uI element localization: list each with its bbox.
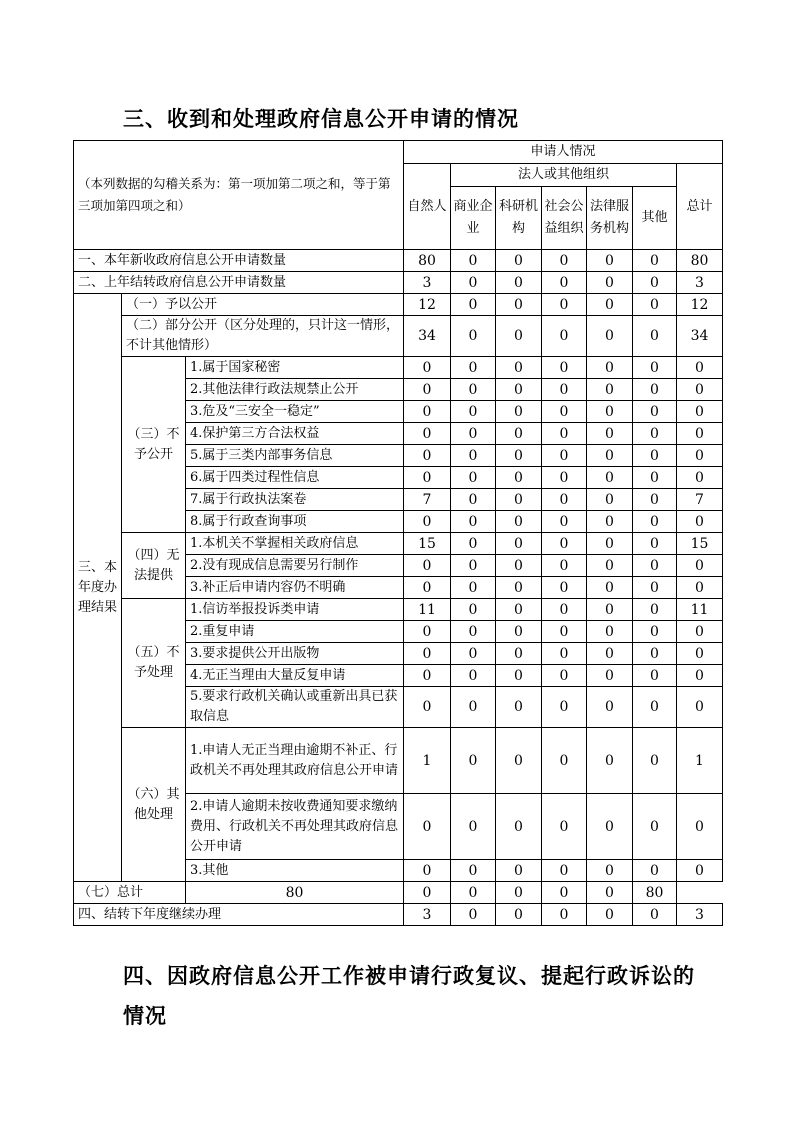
value-cell: 0 [451, 467, 496, 489]
value-cell: 0 [677, 511, 723, 533]
value-cell: 15 [404, 533, 451, 555]
value-cell: 0 [451, 379, 496, 401]
value-cell: 0 [404, 621, 451, 643]
row-label: 2.重复申请 [186, 621, 404, 643]
value-cell: 0 [633, 665, 677, 687]
table-row [74, 904, 723, 926]
row-label: 5.要求行政机关确认或重新出具已获取信息 [186, 687, 404, 728]
value-cell: 0 [451, 272, 496, 294]
row-label: 一、本年新收政府信息公开申请数量 [74, 250, 404, 272]
other-header: 其他 [633, 187, 677, 250]
value-cell: 0 [633, 357, 677, 379]
row-label: 4.保护第三方合法权益 [186, 423, 404, 445]
value-cell: 0 [404, 423, 451, 445]
value-cell: 0 [587, 316, 633, 357]
value-cell: 0 [633, 250, 677, 272]
value-cell: 1 [677, 728, 723, 794]
value-cell: 0 [542, 294, 587, 316]
value-cell: 0 [404, 794, 451, 860]
value-cell: 34 [677, 316, 723, 357]
value-cell: 0 [496, 860, 542, 882]
natural-person-header: 自然人 [404, 164, 451, 250]
table-row [74, 533, 723, 555]
value-cell: 0 [404, 467, 451, 489]
section-three-title: 三、收到和处理政府信息公开申请的情况 [123, 106, 519, 131]
total-header: 总计 [677, 164, 723, 250]
value-cell: 34 [404, 316, 451, 357]
value-cell: 0 [496, 555, 542, 577]
social-welfare-header: 社会公益组织 [542, 187, 587, 250]
value-cell: 0 [587, 357, 633, 379]
value-cell: 0 [587, 728, 633, 794]
value-cell: 0 [633, 489, 677, 511]
row-label: 5.属于三类内部事务信息 [186, 445, 404, 467]
value-cell: 0 [587, 401, 633, 423]
value-cell: 0 [496, 533, 542, 555]
value-cell: 0 [633, 621, 677, 643]
value-cell: 0 [451, 577, 496, 599]
value-cell: 0 [496, 467, 542, 489]
value-cell: 0 [587, 904, 633, 926]
value-cell: 0 [587, 643, 633, 665]
value-cell: 0 [496, 445, 542, 467]
row-label: 1.申请人无正当理由逾期不补正、行政机关不再处理其政府信息公开申请 [186, 728, 404, 794]
table-row [74, 250, 723, 272]
value-cell: 0 [542, 687, 587, 728]
value-cell: 0 [677, 423, 723, 445]
value-cell: 3 [677, 272, 723, 294]
value-cell: 0 [542, 728, 587, 794]
value-cell: 0 [542, 357, 587, 379]
value-cell: 0 [404, 511, 451, 533]
value-cell: 0 [633, 555, 677, 577]
value-cell: 0 [496, 489, 542, 511]
value-cell: 0 [587, 467, 633, 489]
table-note: （本列数据的勾稽关系为：第一项加第二项之和，等于第三项加第四项之和） [74, 141, 404, 250]
value-cell: 0 [496, 316, 542, 357]
value-cell: 0 [496, 599, 542, 621]
value-cell: 0 [496, 728, 542, 794]
value-cell: 0 [451, 401, 496, 423]
value-cell: 3 [404, 904, 451, 926]
row-label: 二、上年结转政府信息公开申请数量 [74, 272, 404, 294]
value-cell: 0 [677, 379, 723, 401]
value-cell: 0 [587, 621, 633, 643]
value-cell: 0 [404, 882, 451, 904]
value-cell: 0 [542, 379, 587, 401]
value-cell: 0 [587, 665, 633, 687]
value-cell: 0 [587, 489, 633, 511]
table-row [74, 882, 723, 904]
table-row [74, 272, 723, 294]
value-cell: 0 [542, 423, 587, 445]
value-cell: 0 [451, 860, 496, 882]
value-cell: 0 [587, 577, 633, 599]
value-cell: 0 [587, 794, 633, 860]
value-cell: 0 [451, 423, 496, 445]
value-cell: 11 [404, 599, 451, 621]
value-cell: 0 [404, 555, 451, 577]
value-cell: 0 [451, 489, 496, 511]
value-cell: 0 [496, 272, 542, 294]
table-row [74, 599, 723, 621]
group-label-no-disclosure: （三）不予公开 [122, 357, 186, 533]
value-cell: 0 [542, 272, 587, 294]
value-cell: 0 [633, 860, 677, 882]
value-cell: 0 [496, 643, 542, 665]
value-cell: 0 [496, 904, 542, 926]
value-cell: 0 [542, 882, 587, 904]
row-label: 6.属于四类过程性信息 [186, 467, 404, 489]
research-header: 科研机构 [496, 187, 542, 250]
value-cell: 0 [496, 357, 542, 379]
value-cell: 0 [587, 511, 633, 533]
value-cell: 0 [404, 357, 451, 379]
legal-org-header: 法人或其他组织 [451, 164, 677, 187]
value-cell: 0 [404, 401, 451, 423]
value-cell: 0 [542, 555, 587, 577]
value-cell: 0 [404, 665, 451, 687]
value-cell: 0 [451, 599, 496, 621]
value-cell: 0 [633, 445, 677, 467]
value-cell: 0 [542, 489, 587, 511]
value-cell: 0 [633, 294, 677, 316]
value-cell: 0 [496, 401, 542, 423]
row-label: 3.危及“三安全一稳定” [186, 401, 404, 423]
value-cell: 0 [404, 379, 451, 401]
value-cell: 0 [496, 794, 542, 860]
value-cell: 0 [677, 860, 723, 882]
row-label: 四、结转下年度继续办理 [74, 904, 404, 926]
value-cell: 0 [587, 533, 633, 555]
row-label: （一）予以公开 [122, 294, 404, 316]
value-cell: 0 [451, 511, 496, 533]
value-cell: 0 [542, 250, 587, 272]
value-cell: 0 [451, 555, 496, 577]
value-cell: 0 [451, 882, 496, 904]
result-group-label: 三、本年度办理结果 [74, 294, 122, 882]
value-cell: 0 [496, 687, 542, 728]
value-cell: 15 [677, 533, 723, 555]
value-cell: 0 [451, 728, 496, 794]
value-cell: 0 [404, 577, 451, 599]
value-cell: 0 [677, 401, 723, 423]
value-cell: 0 [633, 599, 677, 621]
value-cell: 0 [451, 665, 496, 687]
value-cell: 0 [404, 860, 451, 882]
value-cell: 0 [542, 401, 587, 423]
value-cell: 0 [451, 533, 496, 555]
value-cell: 0 [677, 643, 723, 665]
value-cell: 3 [677, 904, 723, 926]
value-cell: 0 [451, 643, 496, 665]
row-label: 3.其他 [186, 860, 404, 882]
value-cell: 0 [542, 467, 587, 489]
row-label: 2.申请人逾期未按收费通知要求缴纳费用、行政机关不再处理其政府信息公开申请 [186, 794, 404, 860]
value-cell: 0 [451, 316, 496, 357]
value-cell: 0 [633, 577, 677, 599]
value-cell: 0 [633, 401, 677, 423]
table-row [74, 294, 723, 316]
commercial-header: 商业企业 [451, 187, 496, 250]
value-cell: 0 [496, 511, 542, 533]
value-cell: 0 [587, 379, 633, 401]
value-cell: 0 [633, 728, 677, 794]
value-cell: 0 [677, 467, 723, 489]
value-cell: 12 [677, 294, 723, 316]
value-cell: 80 [186, 882, 404, 904]
value-cell: 0 [633, 467, 677, 489]
value-cell: 0 [587, 555, 633, 577]
value-cell: 0 [633, 423, 677, 445]
value-cell: 0 [451, 294, 496, 316]
value-cell: 0 [496, 621, 542, 643]
value-cell: 80 [404, 250, 451, 272]
row-label: 3.补正后申请内容仍不明确 [186, 577, 404, 599]
value-cell: 7 [677, 489, 723, 511]
group-label-not-processed: （五）不予处理 [122, 599, 186, 728]
row-label: 8.属于行政查询事项 [186, 511, 404, 533]
value-cell: 0 [587, 687, 633, 728]
value-cell: 0 [633, 272, 677, 294]
section-four-title-line2: 情况 [123, 1003, 167, 1028]
row-label: （七）总计 [74, 882, 186, 904]
value-cell: 0 [451, 794, 496, 860]
value-cell: 80 [677, 250, 723, 272]
value-cell: 0 [587, 250, 633, 272]
value-cell: 0 [633, 687, 677, 728]
value-cell: 0 [451, 621, 496, 643]
value-cell: 0 [542, 577, 587, 599]
row-label: 1.属于国家秘密 [186, 357, 404, 379]
value-cell: 0 [633, 379, 677, 401]
value-cell: 0 [496, 379, 542, 401]
value-cell: 0 [677, 445, 723, 467]
value-cell: 0 [496, 665, 542, 687]
value-cell: 0 [496, 250, 542, 272]
value-cell: 0 [542, 511, 587, 533]
value-cell: 0 [587, 294, 633, 316]
value-cell: 11 [677, 599, 723, 621]
header-row-1 [74, 141, 723, 164]
value-cell: 0 [451, 687, 496, 728]
value-cell: 0 [587, 882, 633, 904]
value-cell: 0 [496, 423, 542, 445]
value-cell: 0 [542, 533, 587, 555]
value-cell: 0 [587, 445, 633, 467]
value-cell: 0 [633, 533, 677, 555]
value-cell: 80 [633, 882, 677, 904]
row-label: 4.无正当理由大量反复申请 [186, 665, 404, 687]
value-cell: 0 [677, 357, 723, 379]
value-cell: 0 [451, 357, 496, 379]
value-cell: 0 [633, 643, 677, 665]
legal-service-header: 法律服务机构 [587, 187, 633, 250]
table-row [74, 357, 723, 379]
value-cell: 0 [404, 643, 451, 665]
row-label: 7.属于行政执法案卷 [186, 489, 404, 511]
value-cell: 0 [677, 687, 723, 728]
value-cell: 0 [587, 272, 633, 294]
value-cell: 0 [633, 511, 677, 533]
value-cell: 0 [587, 860, 633, 882]
group-label-other-processing: （六）其他处理 [122, 728, 186, 882]
value-cell: 0 [542, 860, 587, 882]
group-label-cannot-provide: （四）无法提供 [122, 533, 186, 599]
value-cell: 0 [404, 687, 451, 728]
value-cell: 1 [404, 728, 451, 794]
value-cell: 0 [542, 904, 587, 926]
value-cell: 0 [404, 445, 451, 467]
value-cell: 0 [451, 250, 496, 272]
row-label: 2.其他法律行政法规禁止公开 [186, 379, 404, 401]
value-cell: 0 [542, 599, 587, 621]
value-cell: 0 [542, 316, 587, 357]
value-cell: 0 [542, 621, 587, 643]
value-cell: 0 [496, 294, 542, 316]
table-row [74, 316, 723, 357]
value-cell: 0 [677, 665, 723, 687]
value-cell: 3 [404, 272, 451, 294]
row-label: 1.信访举报投诉类申请 [186, 599, 404, 621]
value-cell: 12 [404, 294, 451, 316]
row-label: （二）部分公开（区分处理的，只计这一情形，不计其他情形） [122, 316, 404, 357]
value-cell: 0 [496, 577, 542, 599]
value-cell: 0 [587, 599, 633, 621]
value-cell: 0 [677, 621, 723, 643]
value-cell: 0 [587, 423, 633, 445]
value-cell: 0 [542, 445, 587, 467]
value-cell: 0 [542, 665, 587, 687]
row-label: 1.本机关不掌握相关政府信息 [186, 533, 404, 555]
value-cell: 0 [451, 904, 496, 926]
value-cell: 0 [542, 794, 587, 860]
value-cell: 0 [633, 904, 677, 926]
value-cell: 0 [496, 882, 542, 904]
applicant-situation-header: 申请人情况 [404, 141, 723, 164]
value-cell: 0 [633, 794, 677, 860]
value-cell: 0 [633, 316, 677, 357]
application-statistics-table [73, 140, 723, 926]
value-cell: 0 [677, 794, 723, 860]
section-four-title-line1: 四、因政府信息公开工作被申请行政复议、提起行政诉讼的 [123, 963, 695, 988]
value-cell: 0 [677, 577, 723, 599]
row-label: 3.要求提供公开出版物 [186, 643, 404, 665]
value-cell: 0 [542, 643, 587, 665]
value-cell: 7 [404, 489, 451, 511]
table-row [74, 728, 723, 794]
value-cell: 0 [677, 555, 723, 577]
row-label: 2.没有现成信息需要另行制作 [186, 555, 404, 577]
value-cell: 0 [451, 445, 496, 467]
